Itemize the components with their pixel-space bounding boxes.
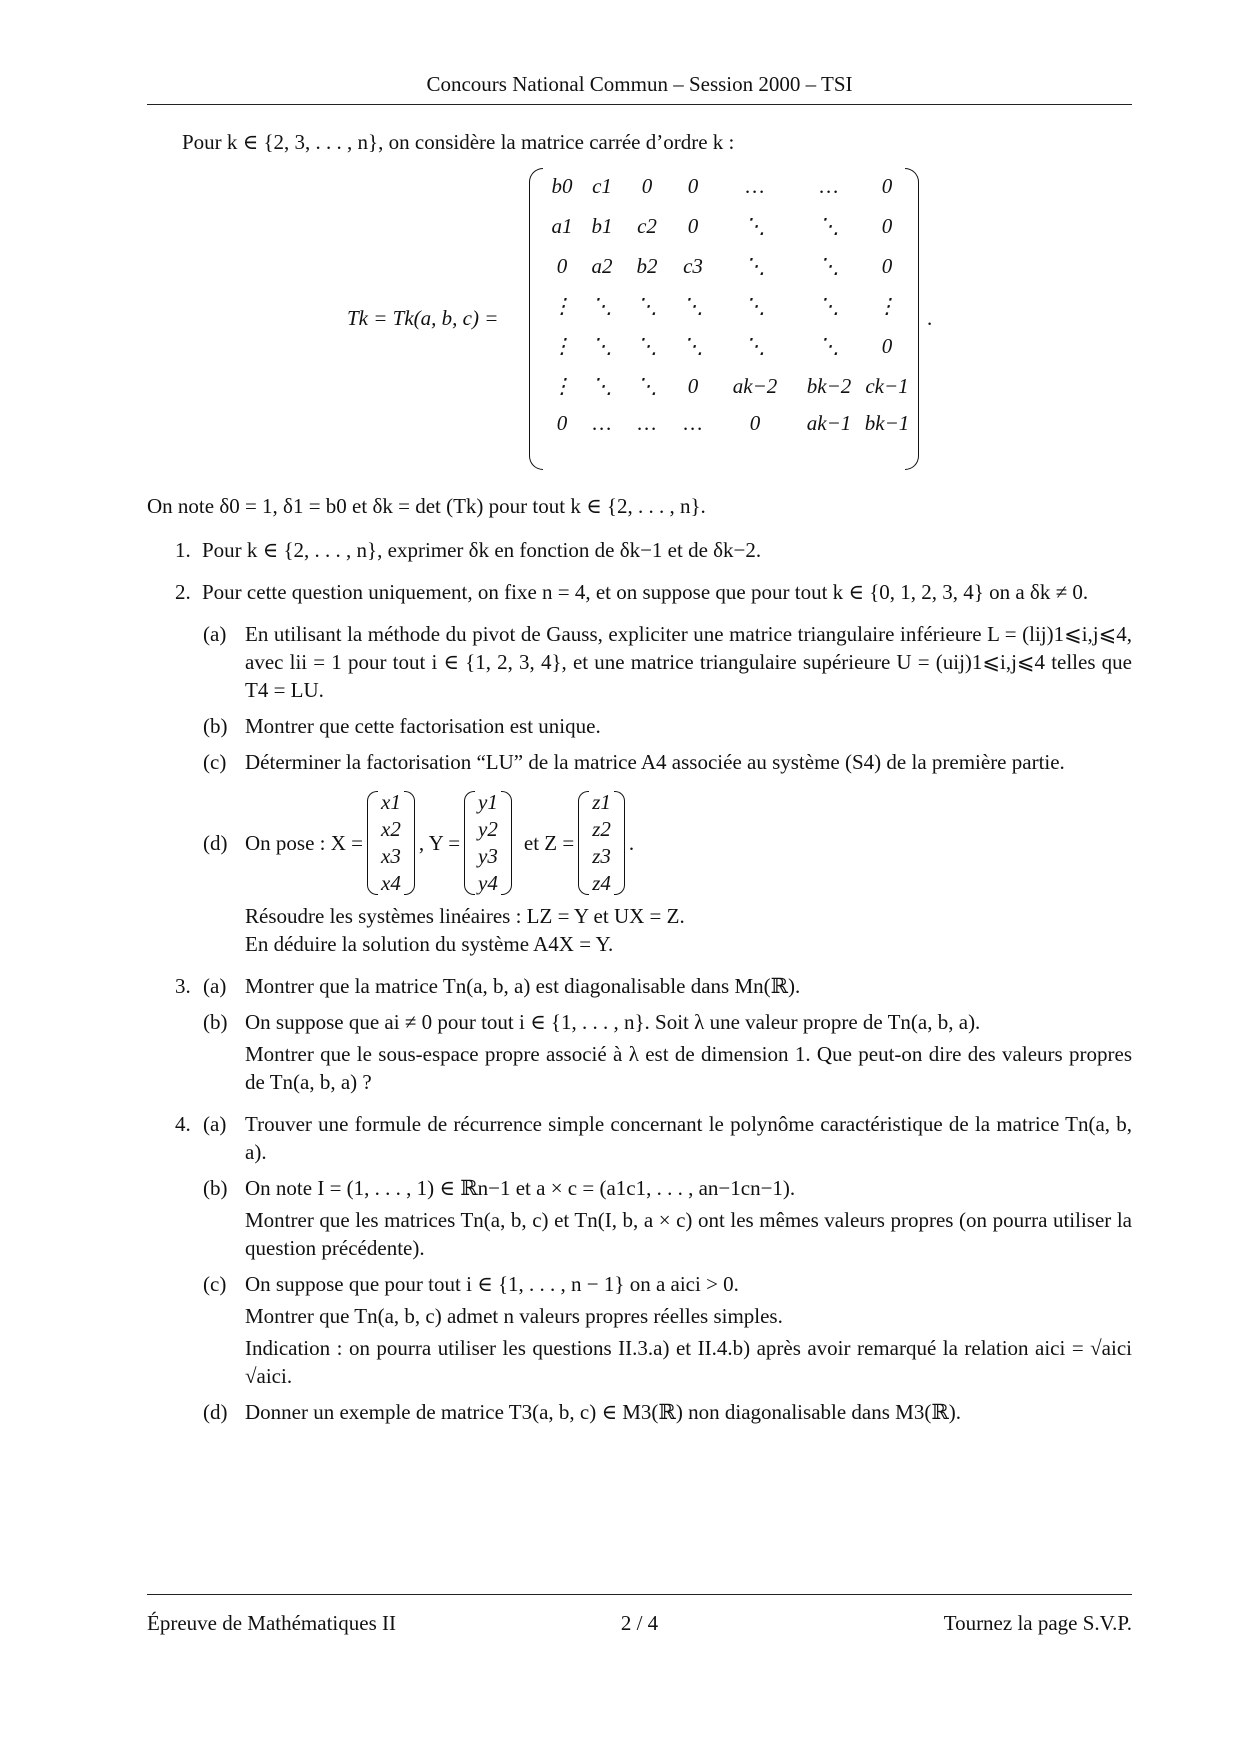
matrix-cell: ak−1 <box>806 411 852 435</box>
question-4c <box>147 1270 1132 1390</box>
matrix-tk <box>529 166 919 472</box>
sub-label: (d) <box>203 1400 228 1424</box>
vector-entry: y2 <box>478 817 498 841</box>
question-4a <box>147 1110 1132 1166</box>
matrix-cell: 0 <box>687 374 699 398</box>
matrix-cell: b2 <box>636 254 658 278</box>
question-number: 4. <box>175 1112 191 1136</box>
vectors-period: . <box>628 831 635 855</box>
left-parenthesis <box>529 168 543 470</box>
matrix-cell: ⋮ <box>876 294 898 318</box>
matrix-cell: ⋱ <box>818 254 840 278</box>
matrix-cell: ⋱ <box>744 214 766 238</box>
vector-entry: y1 <box>478 790 498 814</box>
matrix-cell: a2 <box>591 254 613 278</box>
matrix-cell: 0 <box>556 254 568 278</box>
vector-entry: z3 <box>592 844 611 868</box>
matrix-cell: 0 <box>687 214 699 238</box>
sub-label: (a) <box>203 622 227 646</box>
matrix-cell: b0 <box>551 174 573 198</box>
sub-text: En utilisant la méthode du pivot de Gauss, expliciter une matrice triangulaire inférieure L = (lij)1⩽i,j⩽4, avec lii = 1 pour tout i ∈ {1, 2, 3, 4}, et une matrice triangulaire supérieure U = (uij)1⩽i,j⩽4 telles que T4 = LU. <box>245 622 1132 702</box>
matrix-cell: ⋱ <box>636 334 658 358</box>
matrix-cell: … <box>683 411 703 435</box>
vector-y <box>464 789 512 897</box>
matrix-cell: c3 <box>683 254 703 278</box>
matrix-cell: 0 <box>881 214 893 238</box>
matrix-cell: ⋱ <box>818 214 840 238</box>
footer-left: Épreuve de Mathématiques II <box>147 1611 396 1635</box>
vector-z <box>578 789 625 897</box>
matrix-cell: ⋮ <box>551 374 573 398</box>
sub-text: On suppose que pour tout i ∈ {1, . . . , n − 1} on a aici > 0. <box>245 1272 739 1296</box>
sub-text: Donner un exemple de matrice T3(a, b, c) ∈ M3(ℝ) non diagonalisable dans M3(ℝ). <box>245 1400 962 1424</box>
matrix-cell: bk−1 <box>864 411 910 435</box>
question-text: Pour k ∈ {2, . . . , n}, exprimer δk en fonction de δk−1 et de δk−2. <box>202 538 762 562</box>
vector-entry: y4 <box>478 871 498 895</box>
matrix-cell: ⋱ <box>682 294 704 318</box>
matrix-period: . <box>927 306 933 330</box>
question-2d <box>147 784 1132 958</box>
sub-text: Montrer que le sous-espace propre associé à λ est de dimension 1. Que peut-on dire des valeurs propres de Tn(a, b, a) ? <box>245 1042 1132 1094</box>
matrix-cell: ⋱ <box>591 294 613 318</box>
intro-text: Pour k ∈ {2, 3, . . . , n}, on considère la matrice carrée d’ordre k : <box>182 130 735 154</box>
vector-entry: x3 <box>381 844 401 868</box>
question-2 <box>147 578 1132 606</box>
sub-text: On note I = (1, . . . , 1) ∈ ℝn−1 et a × c = (a1c1, . . . , an−1cn−1). <box>245 1176 796 1200</box>
matrix-cell: … <box>819 174 839 198</box>
question-1 <box>147 536 1132 564</box>
page-footer <box>147 1594 1132 1637</box>
matrix-grid <box>543 172 910 452</box>
matrix-cell: ⋱ <box>591 334 613 358</box>
question-number: 2. <box>175 580 191 604</box>
matrix-cell: ⋱ <box>744 294 766 318</box>
question-4d <box>147 1398 1132 1426</box>
matrix-lhs: Tk = Tk(a, b, c) = <box>347 306 499 330</box>
sub-text: Résoudre les systèmes linéaires : LZ = Y et UX = Z. <box>245 904 685 928</box>
matrix-cell: ⋱ <box>591 374 613 398</box>
matrix-cell: bk−2 <box>806 374 852 398</box>
question-2c <box>147 748 1132 776</box>
sub-text: Montrer que la matrice Tn(a, b, a) est diagonalisable dans Mn(ℝ). <box>245 974 801 998</box>
page-number: 2 / 4 <box>620 1611 659 1635</box>
matrix-cell: ⋱ <box>636 294 658 318</box>
matrix-cell: … <box>637 411 657 435</box>
matrix-cell: c2 <box>637 214 657 238</box>
matrix-cell: 0 <box>556 411 568 435</box>
question-2b <box>147 712 1132 740</box>
matrix-cell: ⋱ <box>818 294 840 318</box>
matrix-cell: ak−2 <box>732 374 778 398</box>
question-number: 1. <box>175 538 191 562</box>
sep-y-text: , Y = <box>418 831 461 855</box>
header-title: Concours National Commun – Session 2000 – TSI <box>426 72 853 96</box>
matrix-cell: ck−1 <box>865 374 909 398</box>
matrix-cell: 0 <box>881 174 893 198</box>
pose-text: On pose : X = <box>245 831 364 855</box>
question-2a <box>147 620 1132 704</box>
sub-text: En déduire la solution du système A4X = Y. <box>245 932 614 956</box>
page-header <box>147 70 1132 105</box>
vector-entry: z1 <box>592 790 611 814</box>
matrix-cell: … <box>745 174 765 198</box>
vector-entry: x2 <box>381 817 401 841</box>
sub-label: (d) <box>203 831 228 855</box>
vector-entry: y3 <box>478 844 498 868</box>
matrix-cell: ⋱ <box>818 334 840 358</box>
question-text: Pour cette question uniquement, on fixe n = 4, et on suppose que pour tout k ∈ {0, 1, 2, 3, 4} on a δk ≠ 0. <box>202 580 1089 604</box>
sub-text: Déterminer la factorisation “LU” de la matrice A4 associée au système (S4) de la première partie. <box>245 750 1065 774</box>
matrix-cell: 0 <box>881 334 893 358</box>
vector-entry: z4 <box>592 871 611 895</box>
sub-label: (b) <box>203 1010 228 1034</box>
matrix-cell: ⋱ <box>682 334 704 358</box>
matrix-cell: ⋱ <box>744 334 766 358</box>
matrix-cell: ⋮ <box>551 334 573 358</box>
matrix-cell: ⋱ <box>744 254 766 278</box>
sub-label: (c) <box>203 1272 227 1296</box>
sub-label: (a) <box>203 974 227 998</box>
sub-label: (a) <box>203 1112 227 1136</box>
sub-label: (b) <box>203 714 228 738</box>
vector-entry: z2 <box>592 817 611 841</box>
matrix-cell: 0 <box>749 411 761 435</box>
matrix-cell: c1 <box>592 174 612 198</box>
sub-text: Trouver une formule de récurrence simple concernant le polynôme caractéristique de la matrice Tn(a, b, a). <box>245 1112 1132 1164</box>
vector-definitions <box>245 784 1132 902</box>
sep-z-text: et Z = <box>523 831 575 855</box>
matrix-cell: 0 <box>881 254 893 278</box>
question-3b <box>147 1008 1132 1096</box>
question-3a <box>147 972 1132 1000</box>
sub-text: Montrer que Tn(a, b, c) admet n valeurs propres réelles simples. <box>245 1304 783 1328</box>
matrix-definition <box>147 166 1132 484</box>
right-parenthesis <box>905 168 919 470</box>
vector-entry: x4 <box>381 871 401 895</box>
matrix-cell: 0 <box>641 174 653 198</box>
matrix-cell: ⋱ <box>636 374 658 398</box>
matrix-cell: a1 <box>551 214 573 238</box>
sub-text: Montrer que cette factorisation est unique. <box>245 714 601 738</box>
matrix-cell: 0 <box>687 174 699 198</box>
footer-right: Tournez la page S.V.P. <box>943 1611 1132 1635</box>
vector-x <box>367 789 415 897</box>
page-content <box>147 128 1132 1434</box>
sub-label: (b) <box>203 1176 228 1200</box>
sub-text: On suppose que ai ≠ 0 pour tout i ∈ {1, . . . , n}. Soit λ une valeur propre de Tn(a, b, a). <box>245 1010 981 1034</box>
question-list <box>147 536 1132 1426</box>
matrix-cell: … <box>592 411 612 435</box>
sub-text: Indication : on pourra utiliser les questions II.3.a) et II.4.b) après avoir remarqué la relation aici = √aici √aici. <box>245 1336 1132 1388</box>
question-number: 3. <box>175 974 191 998</box>
question-4b <box>147 1174 1132 1262</box>
vector-entry: x1 <box>381 790 401 814</box>
sub-text: Montrer que les matrices Tn(a, b, c) et Tn(I, b, a × c) ont les mêmes valeurs propres (on pourra utiliser la question précédente). <box>245 1208 1132 1260</box>
matrix-cell: b1 <box>591 214 613 238</box>
delta-note: On note δ0 = 1, δ1 = b0 et δk = det (Tk) pour tout k ∈ {2, . . . , n}. <box>147 494 706 518</box>
matrix-cell: ⋮ <box>551 294 573 318</box>
sub-label: (c) <box>203 750 227 774</box>
